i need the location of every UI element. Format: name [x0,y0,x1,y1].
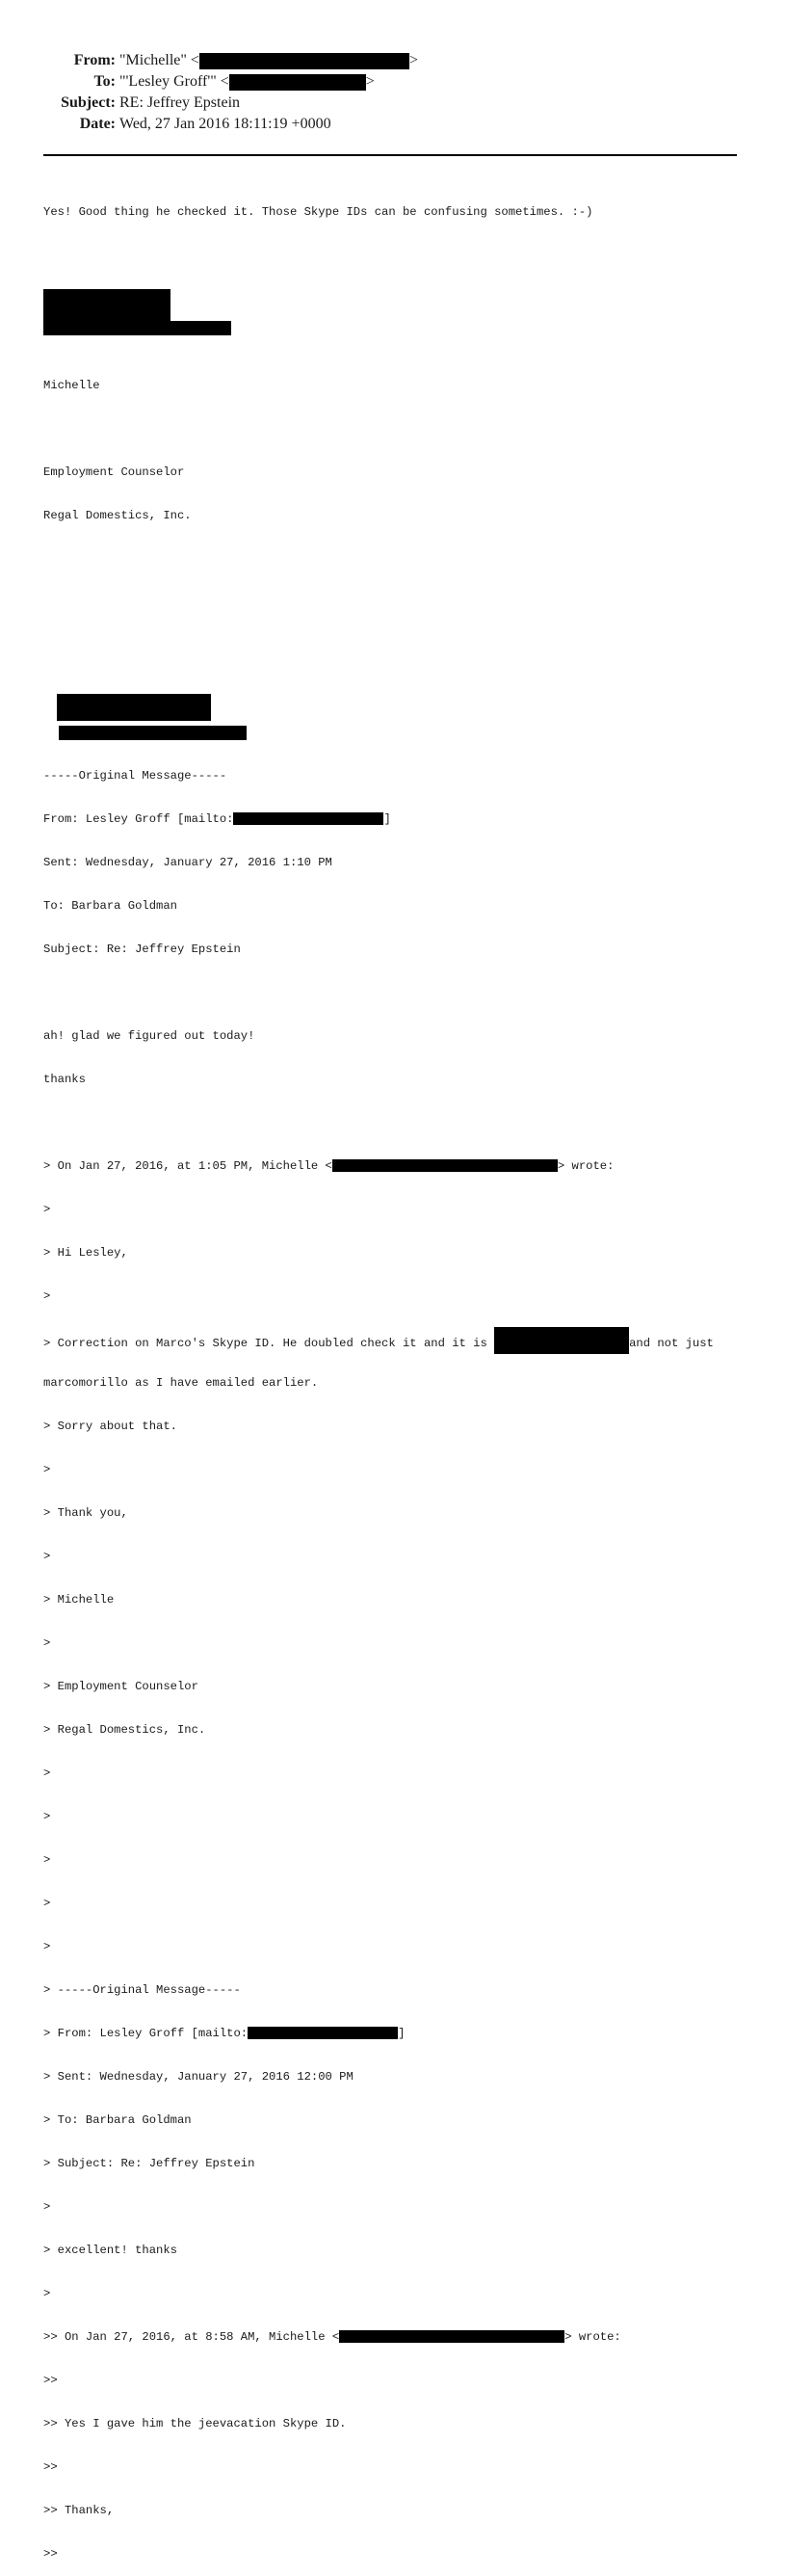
redaction-bar [248,2027,398,2039]
blank-line [43,249,756,263]
to-value [119,71,375,93]
quote-line: > To: Barbara Goldman [43,2113,192,2127]
quoted-from-text: From: Lesley Groff [mailto: [43,812,234,826]
quote-line: > [43,2287,51,2300]
quote-line: > [43,1853,51,1867]
redaction-bar [494,1327,629,1354]
from-row [0,50,786,71]
quoted-from-close: ] [398,2027,406,2040]
attribution-close: > wrote: [564,2330,621,2344]
body-line: Michelle [43,379,100,392]
quoted-from-close: ] [383,812,391,826]
quote-line [43,2027,756,2041]
quoted-sent: Sent: Wednesday, January 27, 2016 1:10 PM [43,856,332,869]
email-body [43,176,756,2576]
quote-line: > Subject: Re: Jeffrey Epstein [43,2157,255,2170]
blank-line [43,335,756,350]
quote-line: > Hi Lesley, [43,1246,128,1260]
quote-line: > [43,2200,51,2214]
attribution-text: >> On Jan 27, 2016, at 8:58 AM, Michelle < [43,2330,340,2344]
original-message-divider: -----Original Message----- [43,769,227,783]
redaction-bar [229,74,366,91]
subject-row [0,93,786,114]
from-sender: "Michelle" < [119,52,199,68]
quote-line: >> [43,2374,58,2387]
quote-line: > [43,1810,51,1823]
quote-line: >> [43,2547,58,2561]
body-line: Yes! Good thing he checked it. Those Skype IDs can be confusing sometimes. :-) [43,205,593,219]
body-line: marcomorillo as I have emailed earlier. [43,1376,319,1390]
redaction-bar [199,53,409,69]
quote-text: > Correction on Marco's Skype ID. He doubled check it and it is [43,1337,495,1351]
attribution-close: > wrote: [557,1159,615,1173]
quote-line: > [43,1463,51,1476]
from-close: > [408,52,418,68]
redaction-block [43,289,170,322]
to-label: To: [93,73,116,90]
quoted-from-text: > From: Lesley Groff [mailto: [43,2027,249,2040]
redaction-bar [233,812,383,825]
quoted-to: To: Barbara Goldman [43,899,177,913]
signature-company: Regal Domestics, Inc. [43,509,192,522]
blank-line [43,1116,756,1130]
subject-label: Subject: [61,94,116,111]
quote-line: > Thank you, [43,1506,128,1520]
quote-attribution [43,1159,756,1174]
blank-line [43,986,756,1000]
redaction-bar [339,2330,564,2343]
to-recipient: "'Lesley Groff'" < [119,73,229,90]
quote-line: > -----Original Message----- [43,1983,241,1997]
quote-line: > Michelle [43,1593,115,1607]
subject-value: RE: Jeffrey Epstein [119,94,241,111]
header-divider [43,154,737,156]
to-close: > [365,73,375,90]
quote-line: > [43,1636,51,1650]
redaction-block [43,321,231,335]
redaction-block [57,694,211,721]
quote-line: > Sent: Wednesday, January 27, 2016 12:00 PM [43,2070,354,2084]
quote-line: > Regal Domestics, Inc. [43,1723,206,1737]
quote-text-end: and not just [629,1337,714,1351]
quote-line: > excellent! thanks [43,2244,177,2257]
quote-line: >> Yes I gave him the jeevacation Skype ID. [43,2417,347,2430]
from-label: From: [73,52,116,68]
redaction-bar [332,1159,558,1172]
body-line: thanks [43,1073,86,1086]
quote-line: > [43,1289,51,1303]
quoted-from [43,812,756,827]
to-row [0,71,786,93]
quote-line: > [43,1897,51,1910]
quote-line: > [43,1766,51,1780]
blank-line [43,422,756,437]
blank-line [43,596,756,610]
blank-line [43,639,756,653]
quote-line: >> Thanks, [43,2504,115,2517]
date-label: Date: [79,116,116,132]
blank-line [43,552,756,567]
quote-line: > Sorry about that. [43,1420,177,1433]
signature-title: Employment Counselor [43,465,185,479]
body-line: ah! glad we figured out today! [43,1029,255,1043]
date-row [0,114,786,135]
quoted-subject: Subject: Re: Jeffrey Epstein [43,943,241,956]
date-value: Wed, 27 Jan 2016 18:11:19 +0000 [119,116,331,132]
attribution-text: > On Jan 27, 2016, at 1:05 PM, Michelle < [43,1159,332,1173]
quote-line: > Employment Counselor [43,1680,198,1693]
quote-line [43,1333,756,1351]
redaction-block [59,726,247,740]
quote-line: > [43,1940,51,1953]
quote-line: > [43,1550,51,1563]
from-value [119,50,418,71]
quote-line: >> [43,2460,58,2474]
quote-attribution [43,2330,756,2345]
quote-line: > [43,1203,51,1216]
